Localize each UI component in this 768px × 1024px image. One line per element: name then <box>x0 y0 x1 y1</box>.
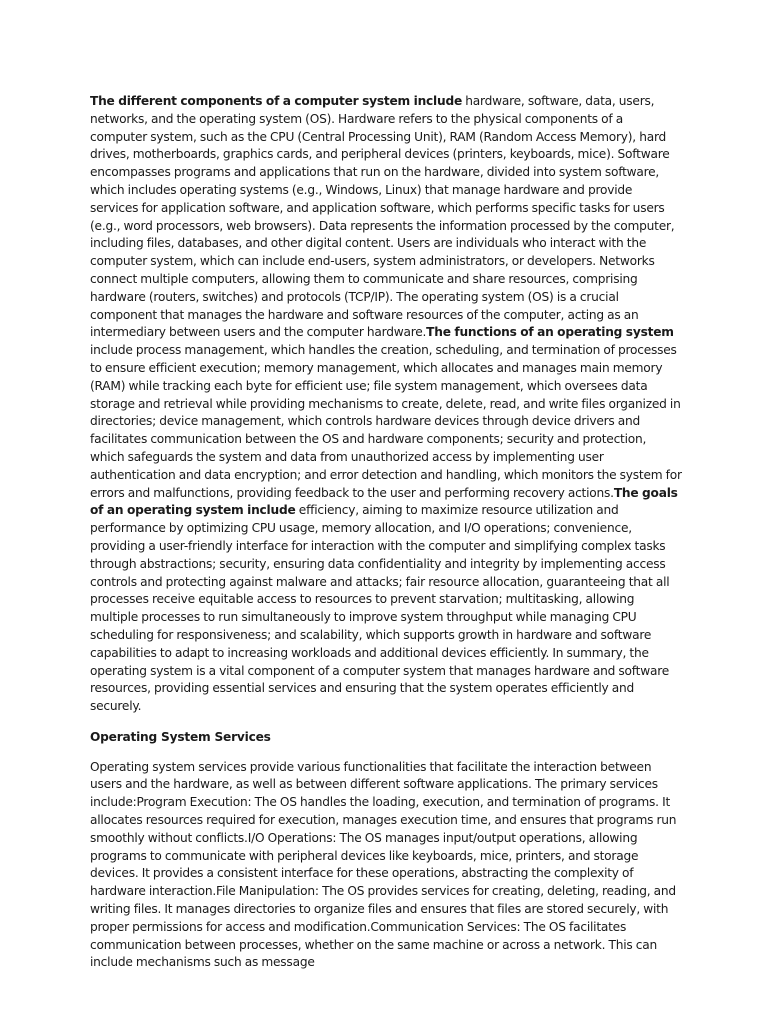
functions-text: include process management, which handles the creation, scheduling, and termination of processes to ensure efficient execution; memory management, which allocates and manages main memory (RAM) while tracking each byte for efficient use; file system management, which oversees data storage and retrieval while providing mechanisms to create, delete, read, and write files organized in directories; device management, which controls hardware devices through device drivers and facilitates communication between the OS and hardware components; security and protection, which safeguards the system and data from unauthorized access by implementing user authentication and data encryption; and error detection and handling, which monitors the system for errors and malfunctions, providing feedback to the user and performing recovery actions. <box>90 343 682 500</box>
functions-lead: The functions of an operating system <box>426 325 674 340</box>
services-paragraph: Operating system services provide various functionalities that facilitate the interaction between users and the hardware, as well as between different software applications. The primary services include:Program Execution: The OS handles the loading, execution, and termination of programs. It allocates resources required for execution, manages execution time, and ensures that programs run smoothly without conflicts.I/O Operations: The OS manages input/output operations, allowing programs to communicate with peripheral devices like keyboards, mice, printers, and storage devices. It provides a consistent interface for these operations, abstracting the complexity of hardware interaction.File Manipulation: The OS provides services for creating, deleting, reading, and writing files. It manages directories to organize files and ensures that files are stored securely, with proper permissions for access and modification.Communication Services: The OS facilitates communication between processes, whether on the same machine or across a network. This can include mechanisms such as message <box>90 759 677 970</box>
goals-lead: The goals of an operating system include <box>90 485 678 518</box>
components-lead: The different components of a computer system include <box>90 94 463 108</box>
goals-text: efficiency, aiming to maximize resource utilization and performance by optimizing CPU usage, memory allocation, and I/O operations; convenience, providing a user-friendly interface for interaction with the computer and simplifying complex tasks through abstractions; security, ensuring data confidentiality and integrity by implementing access controls and protecting against malware and attacks; fair resource allocation, guaranteeing that all processes receive equitable access to resources to prevent starvation; multitasking, allowing multiple processes to run simultaneously to improve system throughput while managing CPU scheduling for responsiveness; and scalability, which supports growth in hardware and software capabilities to adapt to increasing workloads and additional devices efficiently. In summary, the operating system is a vital component of a computer system that manages hardware and software resources, providing essential services and ensuring that the system operates efficiently and securely. <box>90 503 670 714</box>
document-page <box>90 93 682 972</box>
intro-paragraph <box>90 93 682 716</box>
components-text: hardware, software, data, users, networks, and the operating system (OS). Hardware refers to the physical components of a computer system, such as the CPU (Central Processing Unit), RAM (Random Access Memory), hard drives, motherboards, graphics cards, and peripheral devices (printers, keyboards, mice). Software encompasses programs and applications that run on the hardware, divided into system software, which includes operating systems (e.g., Windows, Linux) that manage hardware and provide services for application software, and application software, which performs specific tasks for users (e.g., word processors, web browsers). Data represents the information processed by the computer, including files, databases, and other digital content. Users are individuals who interact with the computer system, which can include end-users, system administrators, or developers. Networks connect multiple computers, allowing them to communicate and share resources, comprising hardware (routers, switches) and protocols (TCP/IP). The operating system (OS) is a crucial component that manages the hardware and software resources of the computer, acting as an intermediary between users and the computer hardware. <box>90 94 675 340</box>
section-heading: Operating System Services <box>90 729 271 744</box>
